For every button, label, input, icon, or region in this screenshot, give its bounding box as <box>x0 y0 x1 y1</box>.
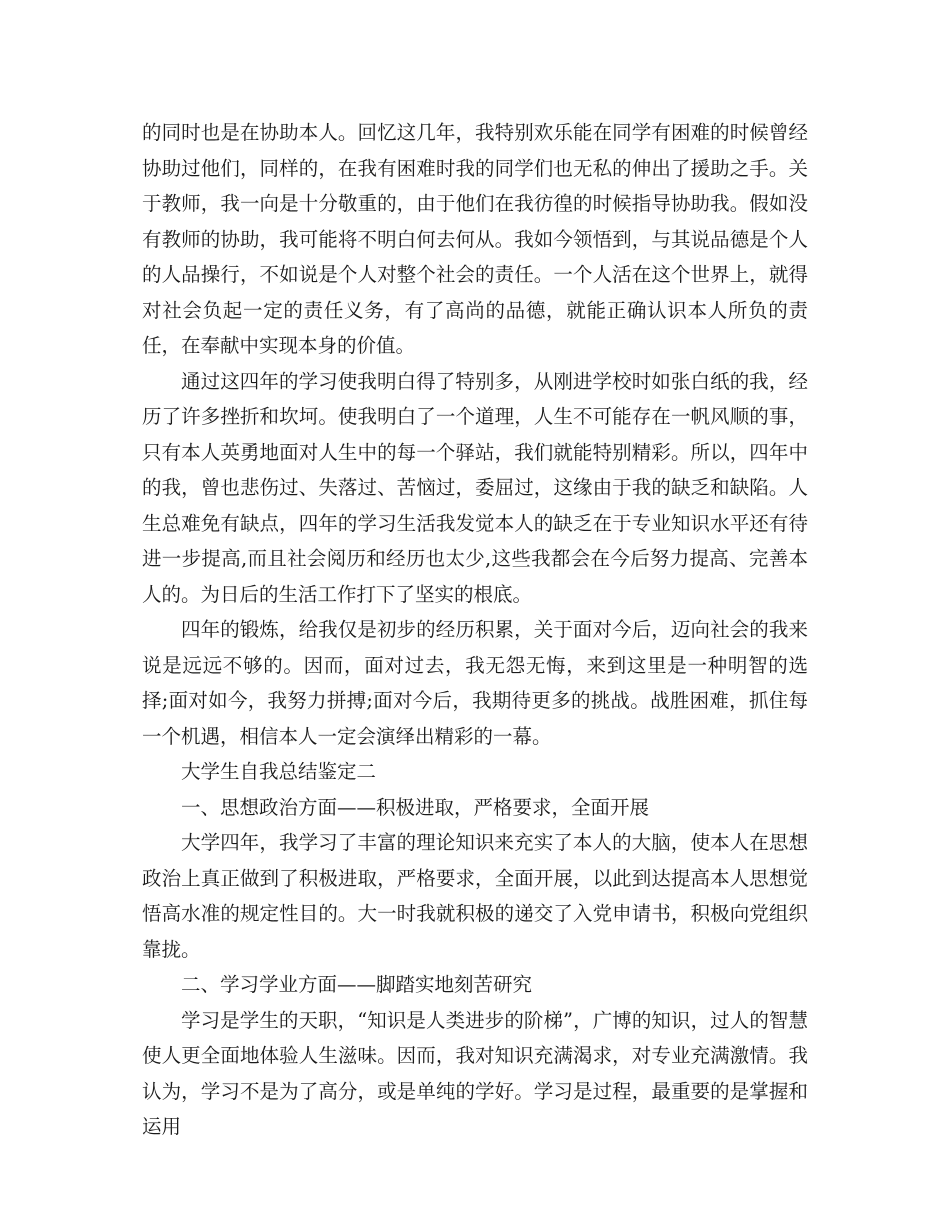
paragraph-2: 通过这四年的学习使我明白得了特别多，从刚进学校时如张白纸的我，经历了许多挫折和坎坷。使我明白了一个道理，人生不可能存在一帆风顺的事，只有本人英勇地面对人生中的每一个驿站，我们就能特别精彩。所以，四年中的我，曾也悲伤过、失落过、苦恼过，委屈过，这缘由于我的缺乏和缺陷。人生总难免有缺点，四年的学习生活我发觉本人的缺乏在于专业知识水平还有待进一步提高,而且社会阅历和经历也太少,这些我都会在今后努力提高、完善本人的。为日后的生活工作打下了坚实的根底。 <box>142 369 808 606</box>
paragraph-study: 学习是学生的天职，“知识是人类进步的阶梯”，广博的知识，过人的智慧使人更全面地体验人生滋味。因而，我对知识充满渴求，对专业充满激情。我认为，学习不是为了高分，或是单纯的学好。学习是过程，最重要的是掌握和运用 <box>142 1008 808 1138</box>
section-heading: 大学生自我总结鉴定二 <box>181 760 377 783</box>
subheading-study: 二、学习学业方面——脚踏实地刻苦研究 <box>181 973 533 996</box>
document-body <box>142 115 808 1145</box>
paragraph-1: 的同时也是在协助本人。回忆这几年，我特别欢乐能在同学有困难的时候曾经协助过他们，同样的，在我有困难时我的同学们也无私的伸出了援助之手。关于教师，我一向是十分敬重的，由于他们在我彷徨的时候指导协助我。假如没有教师的协助，我可能将不明白何去何从。我如今领悟到，与其说品德是个人的人品操行，不如说是个人对整个社会的责任。一个人活在这个世界上，就得对社会负起一定的责任义务，有了高尚的品德，就能正确认识本人所负的责任，在奉献中实现本身的价值。 <box>142 121 808 357</box>
paragraph-3: 四年的锻炼，给我仅是初步的经历积累，关于面对今后，迈向社会的我来说是远远不够的。因而，面对过去，我无怨无悔，来到这里是一种明智的选择;面对如今，我努力拼搏;面对今后，我期待更多的挑战。战胜困难，抓住每一个机遇，相信本人一定会演绎出精彩的一幕。 <box>142 618 808 748</box>
paragraph-political: 大学四年，我学习了丰富的理论知识来充实了本人的大脑，使本人在思想政治上真正做到了积极进取，严格要求，全面开展，以此到达提高本人思想觉悟高水准的规定性目的。大一时我就积极的递交了入党申请书，积极向党组织靠拢。 <box>142 831 808 961</box>
subheading-political: 一、思想政治方面——积极进取，严格要求，全面开展 <box>181 795 650 819</box>
